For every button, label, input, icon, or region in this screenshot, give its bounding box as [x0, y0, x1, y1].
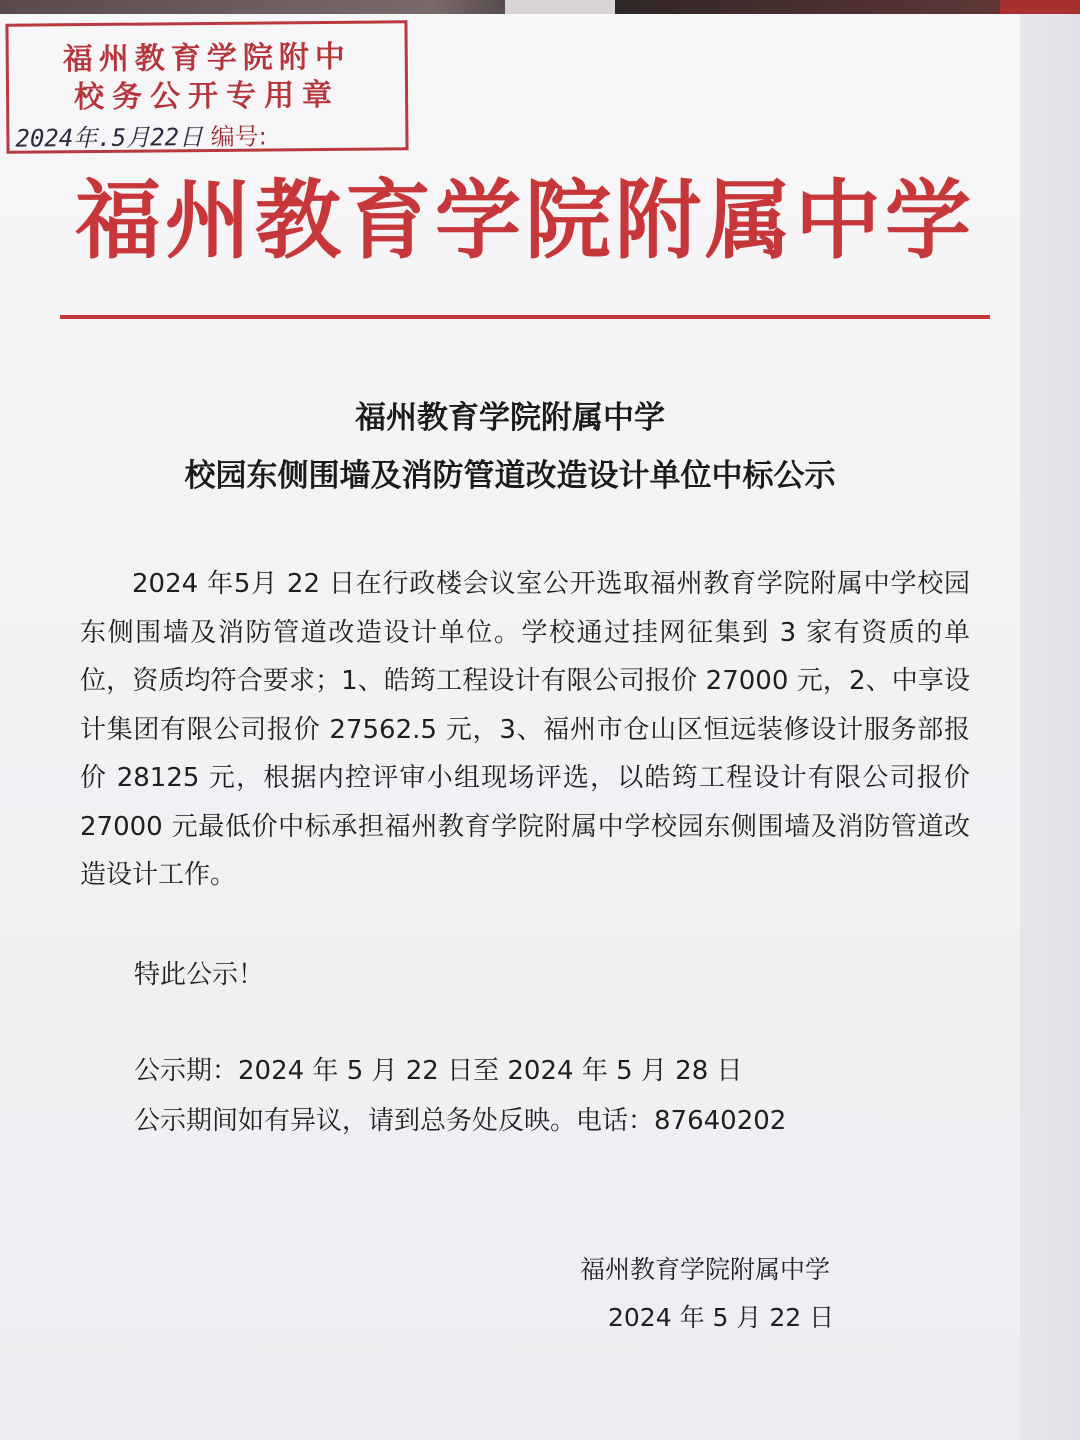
- closing-statement: 特此公示！: [134, 960, 265, 990]
- stamp-line-1: 福州教育学院附中: [62, 39, 351, 78]
- official-stamp: [5, 20, 408, 154]
- notice-body: 2024 年5月 22 日在行政楼会议室公开选取福州教育学院附属中学校园东侧围墙及消防管道改造设计单位。学校通过挂网征集到 3 家有资质的单位，资质均符合要求；1、皓筠工程设计有限公司报价 27000 元，2、中享设计集团有限公司报价 27562.5 元，3、福州市仓山区恒远装修设计服务部报价 28125 元，根据内控评审小组现场评选，以皓筠工程设计有限公司报价 27000 元最低价中标承担福州教育学院附属中学校园东侧围墙及消防管道改造设计工作。: [80, 569, 970, 890]
- frame-gap: [505, 0, 615, 14]
- stamp-line-2: 校务公开专用章: [73, 77, 341, 116]
- notice-period: 公示期：2024 年 5 月 22 日至 2024 年 5 月 28 日: [134, 1056, 743, 1086]
- stamp-line-3: [15, 116, 267, 153]
- frame-red-corner: [1000, 0, 1080, 14]
- signature-organization: 福州教育学院附属中学: [580, 1255, 831, 1284]
- notice-title-line-1: 福州教育学院附属中学: [355, 400, 665, 436]
- letterhead-rule: [60, 315, 990, 319]
- photo-top-frame: [0, 0, 1080, 14]
- notice-title-line-2: 校园东侧围墙及消防管道改造设计单位中标公示: [184, 458, 836, 494]
- contact-info: 公示期间如有异议，请到总务处反映。电话：87640202: [134, 1106, 787, 1136]
- signature-date: 2024 年 5 月 22 日: [608, 1303, 835, 1332]
- next-sheet-edge: [1019, 14, 1080, 1440]
- stamp-number-label: 编号:: [202, 122, 267, 152]
- stamp-date: 2024年.5月22日: [15, 123, 204, 153]
- letterhead-title: 福州教育学院附属中学: [75, 171, 975, 271]
